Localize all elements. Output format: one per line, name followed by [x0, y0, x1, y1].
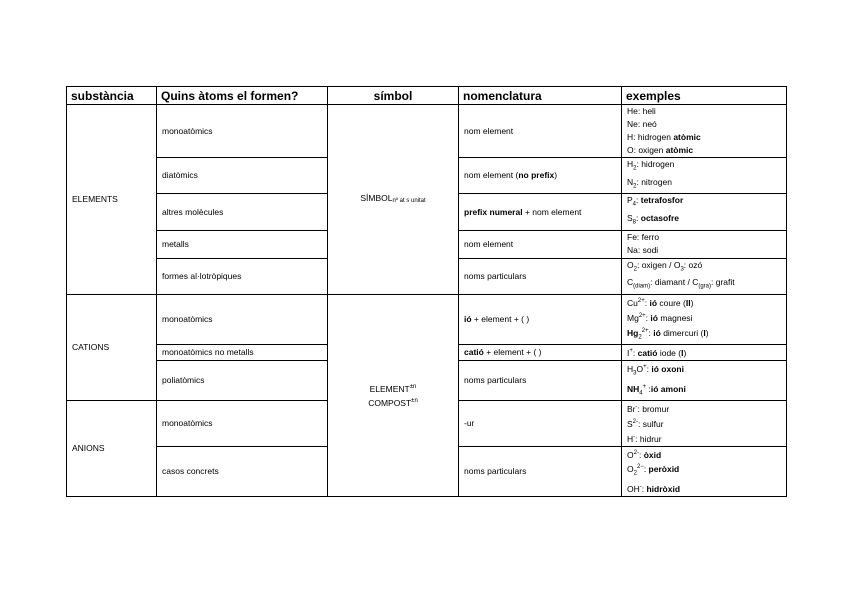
- symbol-simbol: SÍMBOL: [360, 192, 393, 203]
- nomenclature-cell: ió + element + ( ): [459, 295, 622, 345]
- examples-cell: [622, 105, 787, 158]
- examples-cell: [622, 295, 787, 345]
- atoms-cell: monoatòmics no metalls: [157, 345, 328, 361]
- atoms-cell: monoatòmics: [157, 295, 328, 345]
- header-simbol: símbol: [328, 87, 459, 105]
- header-substancia: substància: [67, 87, 157, 105]
- nomenclature-cell: nom element (no prefix): [459, 158, 622, 194]
- atoms-cell: formes al·lotròpiques: [157, 258, 328, 294]
- example-line: $O^{2-}$: òxid: [627, 449, 662, 460]
- example-line: $S^{2-}$: sulfur: [627, 418, 664, 429]
- nomenclature-cell: -ur: [459, 401, 622, 446]
- example-line: $Cu^{2+}$: ió coure (II): [627, 297, 694, 308]
- example-line: Ne: neó: [627, 119, 657, 129]
- examples-cell: [622, 230, 787, 258]
- symbol-cell-simbol: [328, 105, 459, 295]
- header-exemples: exemples: [622, 87, 787, 105]
- table-row: [67, 295, 787, 345]
- examples-cell: [622, 401, 787, 446]
- example-line: H-: hidrur: [627, 433, 662, 444]
- chemistry-nomenclature-table: [66, 86, 787, 497]
- symbol-simbol-sub: nº at s unitat: [392, 197, 426, 204]
- group-cations: CATIONS: [67, 295, 157, 401]
- examples-cell: [622, 194, 787, 230]
- example-line: $H_2$: hidrogen: [627, 159, 675, 172]
- header-nomenclatura: nomenclatura: [459, 87, 622, 105]
- nomenclature-cell: catió + element + ( ): [459, 345, 622, 361]
- example-line: OH-: hidròxid: [627, 483, 681, 494]
- examples-cell: [622, 258, 787, 294]
- examples-cell: [622, 345, 787, 361]
- atoms-cell: monoatòmics: [157, 105, 328, 158]
- example-line: $NH_4^+$ :ió amoni: [627, 383, 686, 397]
- nomenclature-cell: noms particulars: [459, 446, 622, 496]
- atoms-cell: altres molècules: [157, 194, 328, 230]
- example-line: $C_{(diam)}$: diamant / $C_{(gra)}$: grafit: [627, 277, 735, 291]
- example-line: $S_8$: octasofre: [627, 213, 680, 226]
- example-line: $Hg_2^{2+}$: ió dimercuri (I): [627, 327, 709, 341]
- examples-cell: [622, 361, 787, 401]
- symbol-cell-element-compost: [328, 295, 459, 497]
- atoms-cell: poliatòmics: [157, 361, 328, 401]
- nomenclature-cell: noms particulars: [459, 258, 622, 294]
- example-line: Fe: ferro: [627, 232, 660, 243]
- examples-cell: [622, 158, 787, 194]
- nomenclature-cell: prefix numeral + nom element: [459, 194, 622, 230]
- header-atoms: Quins àtoms el formen?: [157, 87, 328, 105]
- atoms-cell: casos concrets: [157, 446, 328, 496]
- header-row: [67, 87, 787, 105]
- example-line: O: oxigen atòmic: [627, 145, 694, 155]
- atoms-cell: monoatòmics: [157, 401, 328, 446]
- example-line: H: hidrogen atòmic: [627, 132, 701, 142]
- example-line: $N_2$: nitrogen: [627, 176, 672, 190]
- nomenclature-cell: nom element: [459, 105, 622, 158]
- group-elements: ELEMENTS: [67, 105, 157, 295]
- example-line: $O_2$: oxigen / $O_3$: ozó: [627, 259, 703, 273]
- symbol-compost: $COMPOST^{\pm n}$: [368, 398, 418, 409]
- atoms-cell: diatòmics: [157, 158, 328, 194]
- example-line: He: heli: [627, 106, 656, 116]
- symbol-element: $ELEMENT^{\pm n}$: [369, 383, 417, 394]
- nomenclature-cell: nom element: [459, 230, 622, 258]
- example-line: I+: catió iode (I): [627, 348, 687, 359]
- example-line: Br-: bromur: [627, 403, 670, 414]
- example-line: $Mg^{2+}$: ió magnesi: [627, 312, 693, 323]
- example-line: $O_2^{2-}$: peròxid: [627, 464, 680, 477]
- example-line: $P_4$: tetrafosfor: [627, 195, 684, 209]
- atoms-cell: metalls: [157, 230, 328, 258]
- nomenclature-cell: noms particulars: [459, 361, 622, 401]
- table-row: [67, 105, 787, 158]
- group-anions: ANIONS: [67, 401, 157, 497]
- examples-cell: [622, 446, 787, 496]
- example-line: $H_3O^+$: ió oxoni: [627, 363, 684, 377]
- example-line: Na: sodi: [627, 245, 659, 256]
